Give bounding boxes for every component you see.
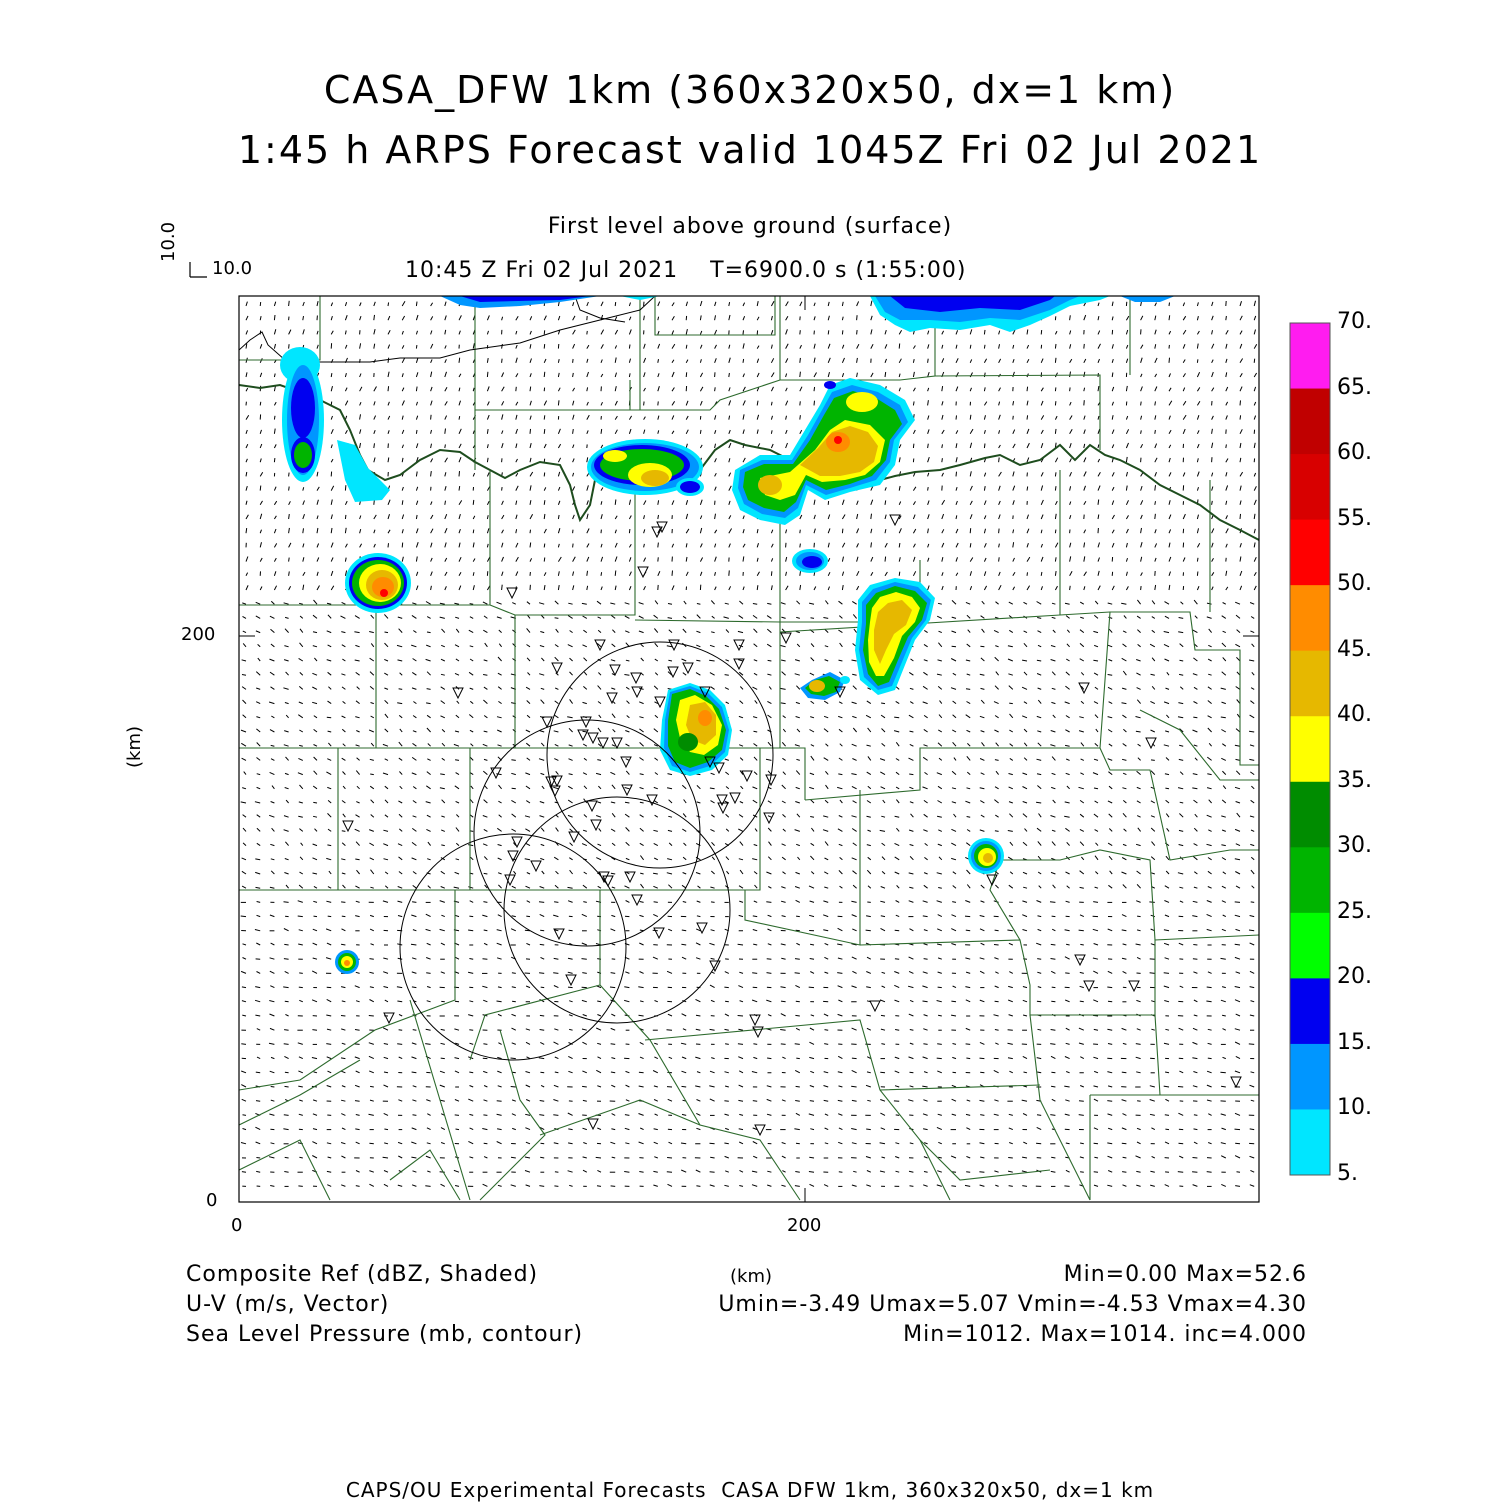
- axis-ticks: [239, 296, 1259, 1202]
- plot-frame: [239, 296, 1259, 1202]
- station-marker: [1129, 981, 1139, 991]
- station-marker: [588, 733, 598, 743]
- station-marker: [569, 832, 579, 842]
- station-marker: [625, 872, 635, 882]
- colorbar-swatch: [1290, 454, 1330, 520]
- station-marker: [607, 693, 617, 703]
- credit-line: CAPS/OU Experimental Forecasts CASA DFW 1km, 360x320x50, dx=1 km: [0, 1478, 1500, 1502]
- colorbar-swatch: [1290, 323, 1330, 389]
- station-marker: [632, 895, 642, 905]
- footer-wind-label: U-V (m/s, Vector): [186, 1292, 389, 1317]
- colorbar-swatch: [1290, 520, 1330, 586]
- station-marker: [591, 820, 601, 830]
- station-marker: [622, 785, 632, 795]
- wind-vector-field: [241, 301, 1257, 1187]
- valid-time-label: 10:45 Z Fri 02 Jul 2021 T=6900.0 s (1:55:00): [405, 258, 966, 283]
- station-marker: [453, 688, 463, 698]
- station-marker: [718, 803, 728, 813]
- vector-key-u-label: 10.0: [212, 258, 252, 279]
- station-marker: [1231, 1077, 1241, 1087]
- y-tick-200: 200: [181, 624, 215, 645]
- station-marker: [612, 738, 622, 748]
- colorbar-level-label: 5.: [1337, 1161, 1358, 1186]
- x-axis-label: (km): [730, 1266, 772, 1287]
- station-marker: [1146, 738, 1156, 748]
- station-marker: [343, 821, 353, 831]
- level-label: First level above ground (surface): [0, 214, 1500, 239]
- station-marker: [384, 1013, 394, 1023]
- station-marker: [552, 663, 562, 673]
- colorbar-swatch: [1290, 847, 1330, 913]
- x-tick-200: 200: [787, 1215, 821, 1236]
- colorbar-swatch: [1290, 913, 1330, 979]
- colorbar-level-label: 55.: [1337, 506, 1372, 531]
- colorbar-swatch: [1290, 651, 1330, 717]
- colorbar-level-label: 25.: [1337, 899, 1372, 924]
- colorbar-level-label: 30.: [1337, 833, 1372, 858]
- colorbar-level-label: 20.: [1337, 964, 1372, 989]
- colorbar-swatch: [1290, 716, 1330, 782]
- footer-pressure-label: Sea Level Pressure (mb, contour): [186, 1322, 583, 1347]
- station-marker: [669, 640, 679, 650]
- footer-pressure-range: Min=1012. Max=1014. inc=4.000: [903, 1322, 1307, 1347]
- station-marker: [655, 697, 665, 707]
- vector-key-glyph: [190, 262, 207, 277]
- station-marker: [598, 738, 608, 748]
- y-tick-0: 0: [206, 1190, 217, 1211]
- title-line-1: CASA_DFW 1km (360x320x50, dx=1 km): [0, 68, 1500, 112]
- footer-reflectivity-label: Composite Ref (dBZ, Shaded): [186, 1262, 538, 1287]
- station-marker: [1079, 683, 1089, 693]
- station-marker: [531, 861, 541, 871]
- station-marker: [890, 515, 900, 525]
- colorbar-swatch: [1290, 1109, 1330, 1175]
- station-marker: [668, 667, 678, 677]
- station-marker: [654, 928, 664, 938]
- colorbar-level-label: 35.: [1337, 768, 1372, 793]
- station-marker: [742, 771, 752, 781]
- footer-wind-range: Umin=-3.49 Umax=5.07 Vmin=-4.53 Vmax=4.30: [718, 1292, 1307, 1317]
- station-markers: [343, 515, 1241, 1135]
- station-marker: [755, 1125, 765, 1135]
- station-marker: [566, 975, 576, 985]
- county-boundaries: [239, 296, 1259, 1200]
- colorbar-level-label: 70.: [1337, 309, 1372, 334]
- colorbar-swatch: [1290, 389, 1330, 455]
- colorbar-level-label: 65.: [1337, 375, 1372, 400]
- reflectivity-colorbar: [1290, 323, 1330, 1176]
- station-marker: [638, 567, 648, 577]
- station-marker: [697, 923, 707, 933]
- station-marker: [870, 1001, 880, 1011]
- station-marker: [505, 875, 515, 885]
- station-marker: [781, 633, 791, 643]
- colorbar-level-label: 40.: [1337, 702, 1372, 727]
- station-marker: [683, 663, 693, 673]
- station-marker: [610, 665, 620, 675]
- station-marker: [1084, 981, 1094, 991]
- colorbar-level-label: 50.: [1337, 571, 1372, 596]
- station-marker: [1075, 955, 1085, 965]
- colorbar-level-label: 10.: [1337, 1095, 1372, 1120]
- x-tick-0: 0: [231, 1215, 242, 1236]
- station-marker: [512, 837, 522, 847]
- station-marker: [587, 801, 597, 811]
- footer-reflectivity-range: Min=0.00 Max=52.6: [1064, 1262, 1307, 1287]
- y-axis-label: (km): [124, 726, 145, 768]
- colorbar-level-label: 45.: [1337, 637, 1372, 662]
- colorbar-swatch: [1290, 978, 1330, 1044]
- station-marker: [588, 1119, 598, 1129]
- station-marker: [730, 793, 740, 803]
- colorbar-swatch: [1290, 782, 1330, 848]
- station-marker: [491, 768, 501, 778]
- station-marker: [750, 1015, 760, 1025]
- colorbar-swatch: [1290, 585, 1330, 651]
- colorbar-level-label: 15.: [1337, 1030, 1372, 1055]
- station-marker: [631, 673, 641, 683]
- colorbar-level-label: 60.: [1337, 440, 1372, 465]
- station-marker: [764, 813, 774, 823]
- station-marker: [581, 717, 591, 727]
- colorbar-swatch: [1290, 1044, 1330, 1110]
- station-marker: [595, 640, 605, 650]
- vector-key-v-label: 10.0: [158, 222, 179, 262]
- title-line-2: 1:45 h ARPS Forecast valid 1045Z Fri 02 Jul 2021: [0, 128, 1500, 172]
